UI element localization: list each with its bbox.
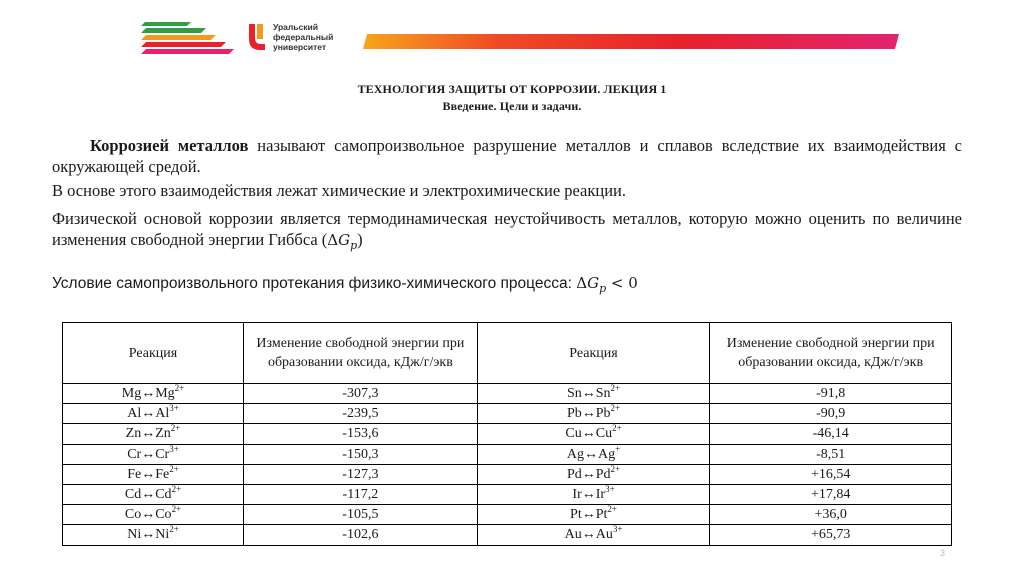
header-reaction-2: Реакция [477,323,710,384]
energy-cell: -307,3 [244,384,478,404]
delta-symbol: Δ [327,231,339,249]
energy-cell: -117,2 [244,484,478,504]
table-row [63,464,952,484]
gibbs-energy-table [62,322,952,546]
table-row [63,505,952,525]
header-reaction-1: Реакция [63,323,244,384]
gibbs-text: Физической основой коррозии является термодинамическая неустойчивость металлов, которую можно оценить по величине изменения свободной энергии Гиббса ( [52,209,962,249]
reaction-cell: $Mg\leftrightarrow Mg^{2+}$ [63,384,244,404]
energy-cell: -102,6 [244,525,478,545]
p-subscript: p [350,239,358,252]
reaction-cell: $Al\leftrightarrow Al^{3+}$ [63,404,244,424]
energy-cell: -105,5 [244,505,478,525]
reaction-cell: $Co\leftrightarrow Co^{2+}$ [63,505,244,525]
slide-title [0,81,1024,115]
energy-cell: +36,0 [710,505,952,525]
table-row [63,384,952,404]
energy-cell: -46,14 [710,424,952,444]
energy-cell: +17,84 [710,484,952,504]
energy-cell: -150,3 [244,444,478,464]
reaction-cell: $Au\leftrightarrow Au^{3+}$ [477,525,710,545]
energy-cell: -153,6 [244,424,478,444]
p-subscript-2: p [599,282,607,295]
reaction-cell: $Pd\leftrightarrow Pd^{2+}$ [477,464,710,484]
gibbs-formula [327,231,358,252]
table-row [63,424,952,444]
reaction-cell: $Pb\leftrightarrow Pb^{2+}$ [477,404,710,424]
header-energy-2: Изменение свободной энергии при образовании оксида, кДж/г/экв [710,323,952,384]
energy-cell: -90,9 [710,404,952,424]
definition-text: называют самопроизвольное разрушение металлов и сплавов вследствие их взаимодействия с окружающей средой. [52,136,962,176]
page-number: 3 [940,548,946,558]
definition-paragraph [52,135,962,177]
reactions-paragraph: В основе этого взаимодействия лежат химические и электрохимические реакции. [52,181,627,200]
title-main: ТЕХНОЛОГИЯ ЗАЩИТЫ ОТ КОРРОЗИИ. ЛЕКЦИЯ 1 [357,82,667,96]
table-row [63,484,952,504]
energy-cell: -239,5 [244,404,478,424]
logo-line-2: федеральный [273,32,334,42]
g-symbol-2: G [587,274,600,292]
reaction-cell: $Fe\leftrightarrow Fe^{2+}$ [63,464,244,484]
table-header-row [63,323,952,384]
logo-line-1: Уральский [273,22,318,32]
reaction-cell: $Pt\leftrightarrow Pt^{2+}$ [477,505,710,525]
reaction-cell: $Ni\leftrightarrow Ni^{2+}$ [63,525,244,545]
table-row [63,525,952,545]
header-energy-1: Изменение свободной энергии при образовании оксида, кДж/г/экв [244,323,478,384]
energy-cell: +65,73 [710,525,952,545]
reaction-cell: $Cr\leftrightarrow Cr^{3+}$ [63,444,244,464]
header-gradient-bar [363,34,899,49]
condition-formula [576,274,638,295]
term-corrosion: Коррозией металлов [90,136,249,155]
gibbs-paragraph [52,208,962,256]
table-row [63,444,952,464]
gibbs-close-paren: ) [357,230,363,249]
energy-cell: -127,3 [244,464,478,484]
delta-symbol-2: Δ [576,274,588,292]
less-than-zero: < 0 [606,274,638,292]
reaction-cell: $Cu\leftrightarrow Cu^{2+}$ [477,424,710,444]
g-symbol: G [338,231,351,249]
logo-u-mark-icon [249,24,265,50]
reaction-cell: $Cd\leftrightarrow Cd^{2+}$ [63,484,244,504]
logo-line-3: университет [273,42,327,52]
reaction-cell: $Zn\leftrightarrow Zn^{2+}$ [63,424,244,444]
energy-cell: +16,54 [710,464,952,484]
title-sub: Введение. Цели и задачи. [442,99,582,113]
energy-cell: -8,51 [710,444,952,464]
table-row [63,404,952,424]
reaction-cell: $Ir\leftrightarrow Ir^{3+}$ [477,484,710,504]
reaction-cell: Ag↔Ag+ [477,444,710,464]
condition-paragraph [52,273,962,299]
logo-stripes-icon [141,22,234,54]
condition-text: Условие самопроизвольного протекания физико-химического процесса: [52,275,577,292]
logo-text [273,22,333,52]
energy-cell: -91,8 [710,384,952,404]
reaction-cell: $Sn\leftrightarrow Sn^{2+}$ [477,384,710,404]
